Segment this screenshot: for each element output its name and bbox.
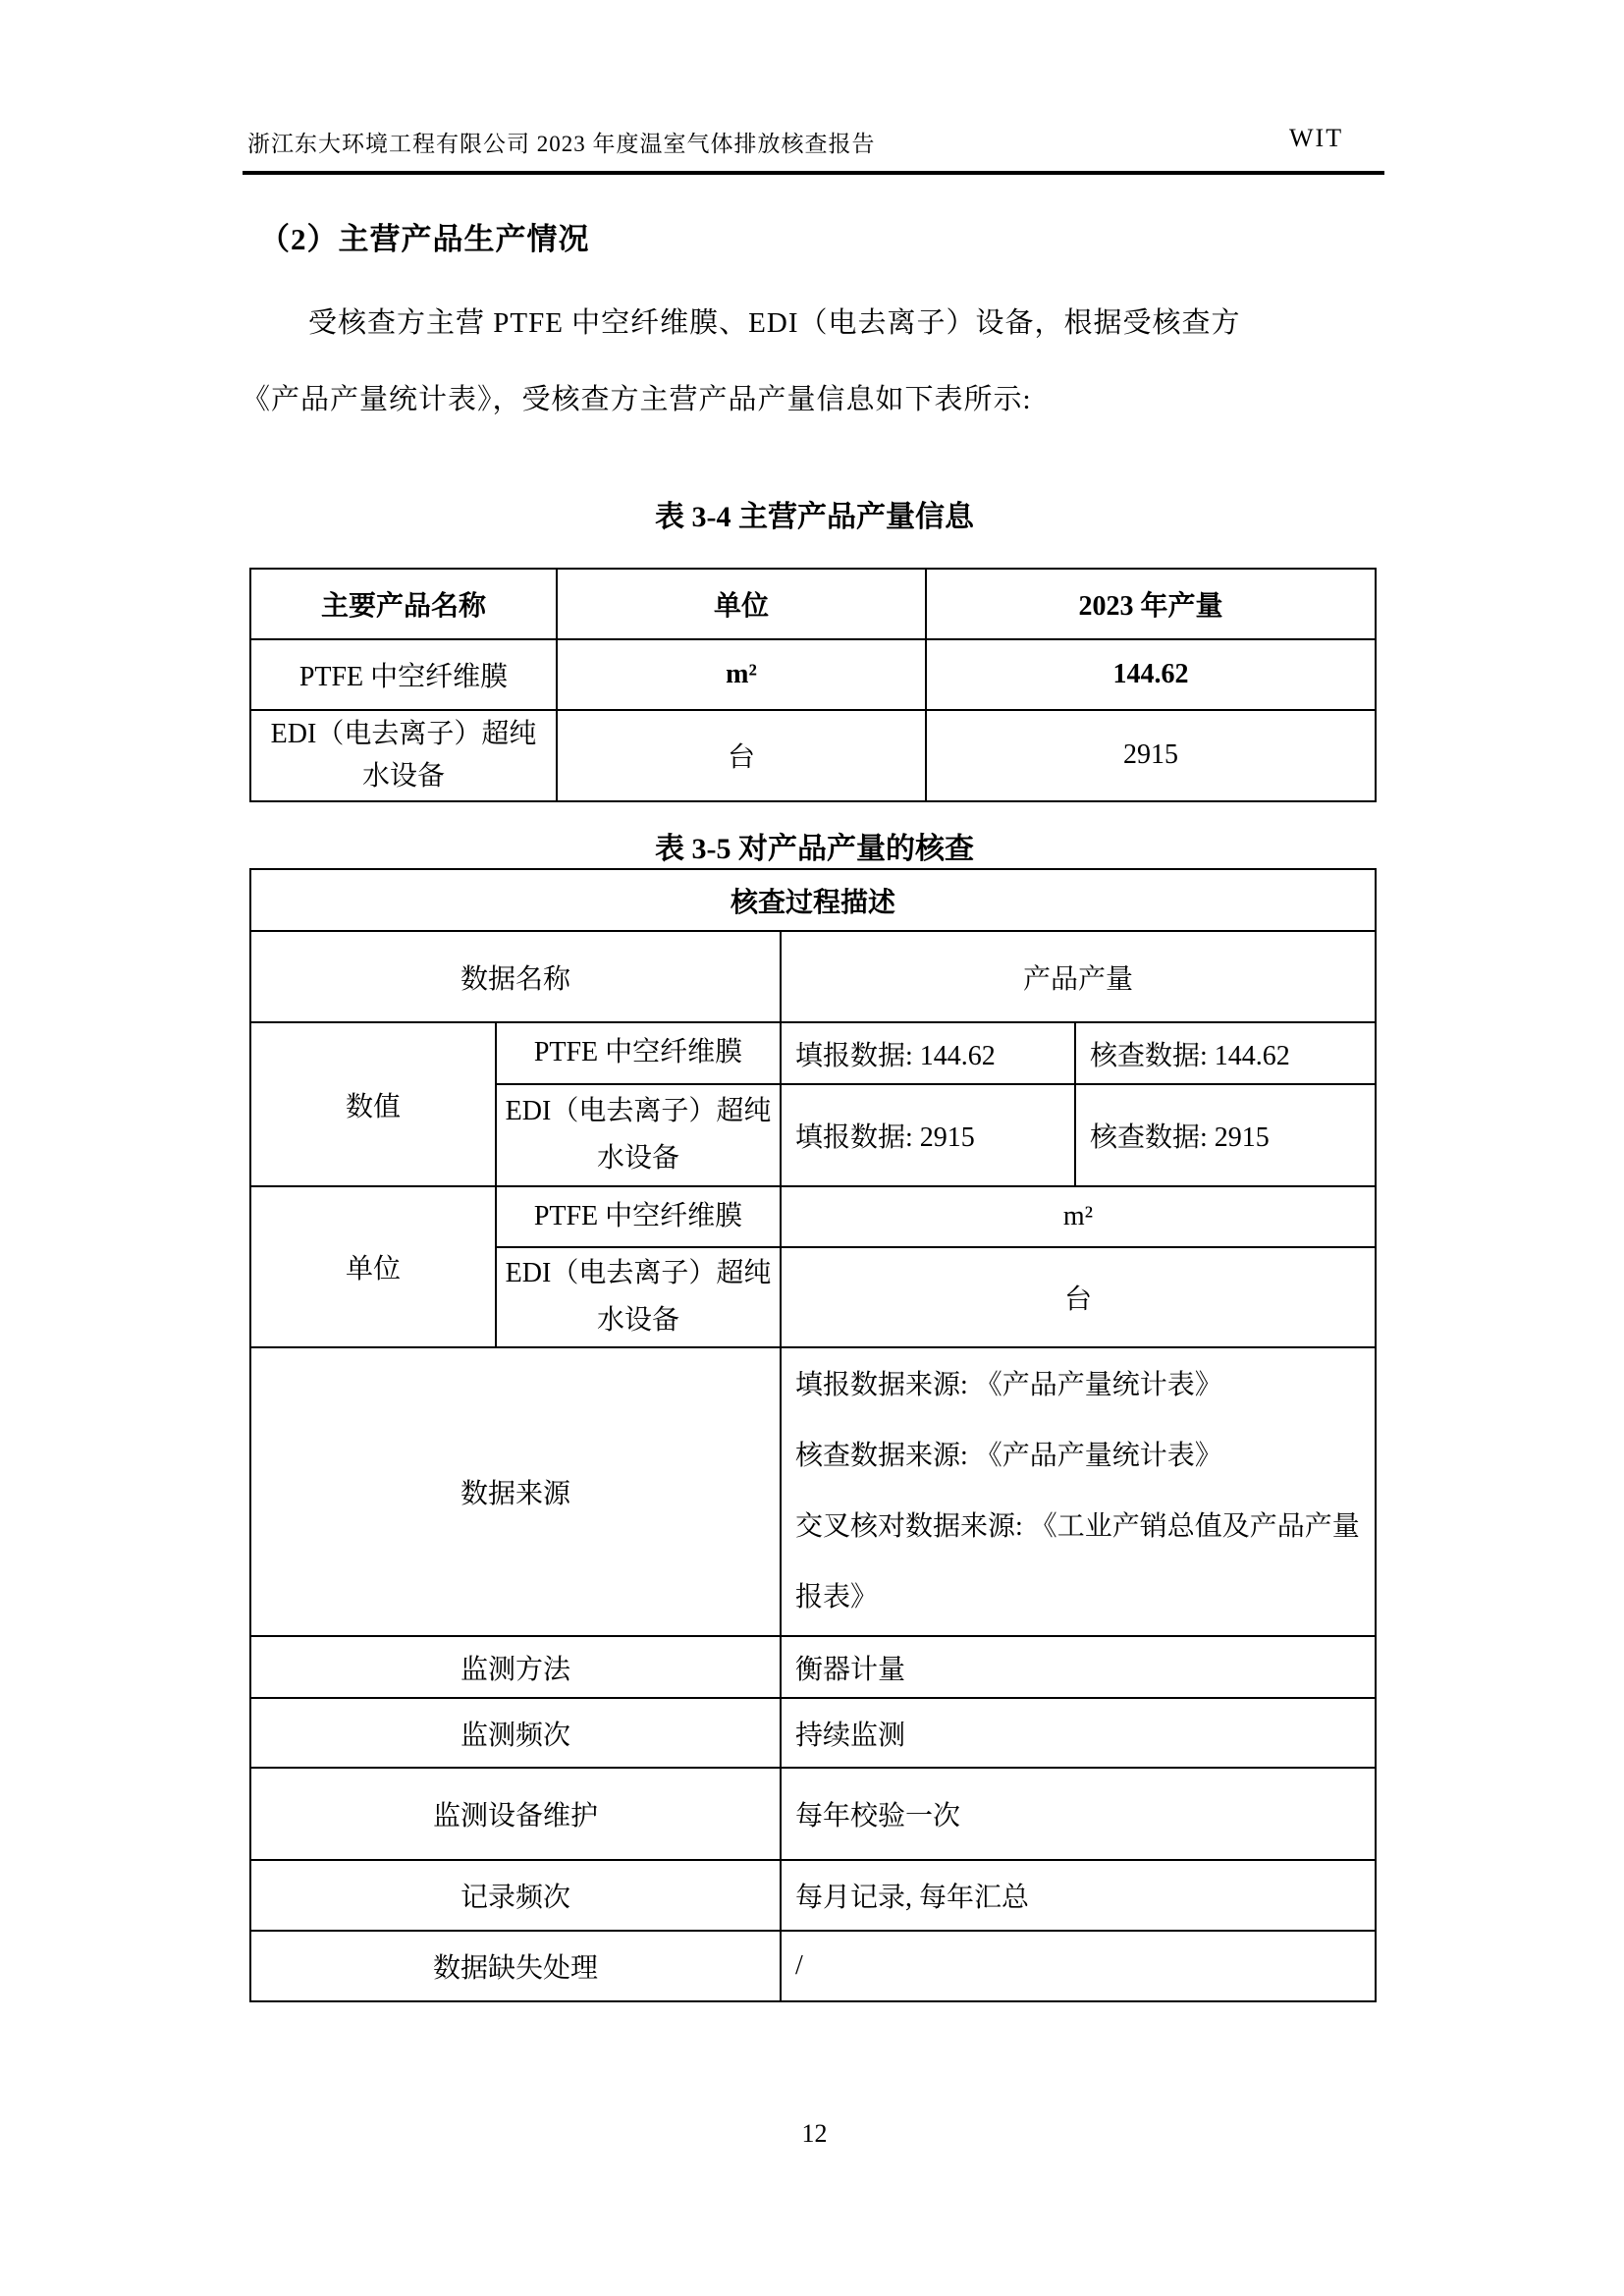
t35-source-label: 数据来源 bbox=[250, 1347, 781, 1636]
t34-header-unit: 单位 bbox=[557, 569, 926, 639]
section-heading: （2）主营产品生产情况 bbox=[259, 222, 590, 256]
table-row bbox=[250, 1636, 1376, 1698]
t35-reported1-cell: 填报数据: 144.62 bbox=[781, 1022, 1075, 1084]
t34-output-cell: 2915 bbox=[926, 710, 1376, 801]
t34-header-output: 2023 年产量 bbox=[926, 569, 1376, 639]
t35-unit2-cell: 台 bbox=[781, 1247, 1376, 1347]
t35-monitoring-label: 记录频次 bbox=[250, 1860, 781, 1931]
t35-monitoring-label: 监测设备维护 bbox=[250, 1768, 781, 1860]
t35-monitoring-value: 每年校验一次 bbox=[781, 1768, 1376, 1860]
t35-product2-cell: EDI（电去离子）超纯水设备 bbox=[496, 1084, 781, 1186]
table-row bbox=[250, 569, 1376, 639]
t35-verified2-cell: 核查数据: 2915 bbox=[1075, 1084, 1376, 1186]
t35-monitoring-label: 监测方法 bbox=[250, 1636, 781, 1698]
t35-verified1-cell: 核查数据: 144.62 bbox=[1075, 1022, 1376, 1084]
table-row bbox=[250, 1186, 1376, 1247]
table-row bbox=[250, 1022, 1376, 1084]
table-row bbox=[250, 1860, 1376, 1931]
intro-paragraph-line-1: 受核查方主营 PTFE 中空纤维膜、EDI（电去离子）设备，根据受核查方 bbox=[308, 307, 1241, 339]
page-number: 12 bbox=[801, 2119, 828, 2148]
t35-product1-cell: PTFE 中空纤维膜 bbox=[496, 1022, 781, 1084]
t35-monitoring-label: 数据缺失处理 bbox=[250, 1931, 781, 2001]
t35-monitoring-value: 每月记录, 每年汇总 bbox=[781, 1860, 1376, 1931]
t34-product-name-cell: PTFE 中空纤维膜 bbox=[250, 639, 557, 710]
table-row bbox=[250, 1768, 1376, 1860]
table-row bbox=[250, 1347, 1376, 1636]
t35-unit-product1-cell: PTFE 中空纤维膜 bbox=[496, 1186, 781, 1247]
table-row bbox=[250, 869, 1376, 931]
t35-source-cell bbox=[781, 1347, 1376, 1636]
table-3-5 bbox=[249, 868, 1377, 2002]
table-row bbox=[250, 1698, 1376, 1768]
table-3-4 bbox=[249, 568, 1377, 802]
header-rule bbox=[243, 171, 1384, 175]
table-row bbox=[250, 710, 1376, 801]
t35-monitoring-value: 衡器计量 bbox=[781, 1636, 1376, 1698]
table-row bbox=[250, 1931, 1376, 2001]
t35-monitoring-label: 监测频次 bbox=[250, 1698, 781, 1768]
t34-product-name-cell: EDI（电去离子）超纯水设备 bbox=[250, 710, 557, 801]
table-3-5-title: 表 3-5 对产品产量的核查 bbox=[655, 833, 974, 865]
t34-unit-cell: 台 bbox=[557, 710, 926, 801]
t35-unit-product2-cell: EDI（电去离子）超纯水设备 bbox=[496, 1247, 781, 1347]
table-row bbox=[250, 639, 1376, 710]
t35-reported2-cell: 填报数据: 2915 bbox=[781, 1084, 1075, 1186]
header-logo: WIT bbox=[1289, 124, 1344, 152]
t35-process-header: 核查过程描述 bbox=[250, 869, 1376, 931]
t35-data-name-label: 数据名称 bbox=[250, 931, 781, 1022]
t34-output-cell: 144.62 bbox=[926, 639, 1376, 710]
table-row bbox=[250, 931, 1376, 1022]
t34-unit-cell: m² bbox=[557, 639, 926, 710]
t35-data-name-value: 产品产量 bbox=[781, 931, 1376, 1022]
intro-paragraph-line-2: 《产品产量统计表》，受核查方主营产品产量信息如下表所示: bbox=[242, 384, 1032, 415]
t35-value-label: 数值 bbox=[250, 1022, 496, 1186]
t35-unit-label: 单位 bbox=[250, 1186, 496, 1347]
table-3-4-title: 表 3-4 主营产品产量信息 bbox=[655, 501, 974, 533]
t35-monitoring-value: 持续监测 bbox=[781, 1698, 1376, 1768]
t35-monitoring-value: / bbox=[781, 1931, 1376, 2001]
t34-header-product: 主要产品名称 bbox=[250, 569, 557, 639]
source-line: 交叉核对数据来源: 《工业产销总值及产品产量报表》 bbox=[795, 1511, 1360, 1613]
source-line: 填报数据来源: 《产品产量统计表》 bbox=[795, 1370, 1222, 1401]
t35-unit1-cell: m² bbox=[781, 1186, 1376, 1247]
source-line: 核查数据来源: 《产品产量统计表》 bbox=[795, 1441, 1222, 1472]
header-title: 浙江东大环境工程有限公司 2023 年度温室气体排放核查报告 bbox=[247, 132, 876, 156]
